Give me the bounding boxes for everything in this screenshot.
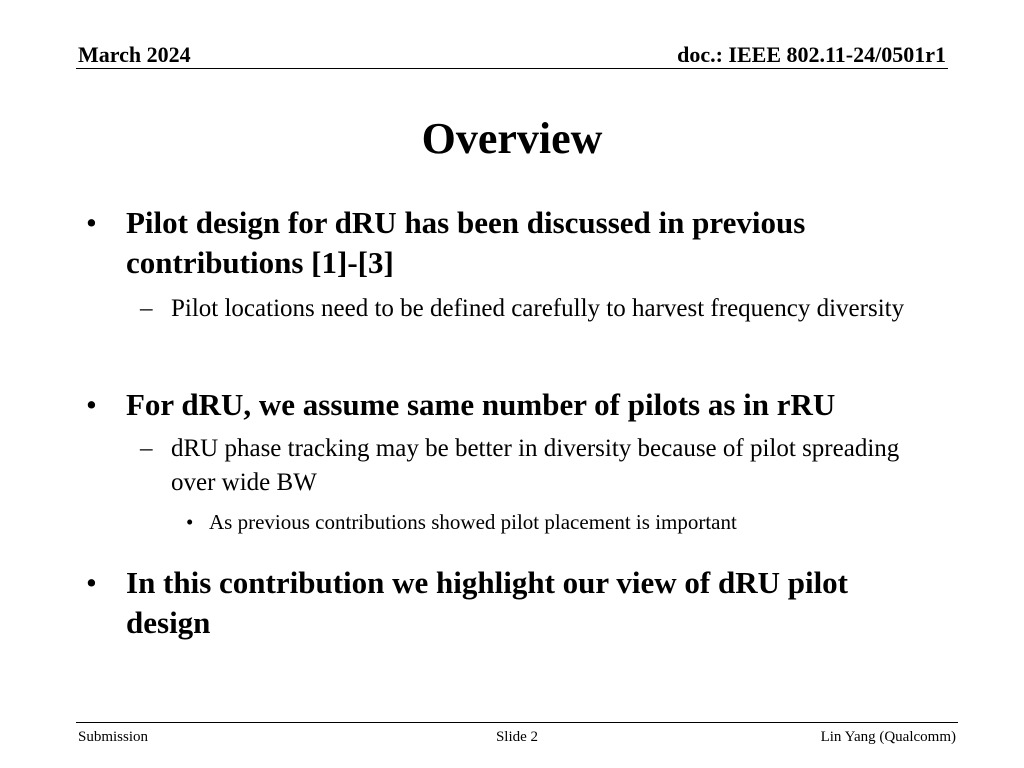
footer-author: Lin Yang (Qualcomm)	[820, 729, 956, 745]
footer-submission: Submission	[78, 729, 149, 745]
bullet-icon: •	[86, 387, 97, 422]
header-divider	[76, 68, 948, 69]
header-doc-number: doc.: IEEE 802.11-24/0501r1	[677, 42, 946, 67]
dash-bullet-icon: –	[140, 435, 153, 462]
sub-bullet-item: Pilot locations need to be defined carefully to harvest frequency diversity	[171, 295, 905, 322]
bullet-item: Pilot design for dRU has been discussed in previous contributions [1]-[3]	[126, 205, 806, 280]
header-date: March 2024	[78, 42, 191, 67]
bullet-icon: •	[186, 510, 194, 534]
footer-slide-number: Slide 2	[495, 729, 539, 745]
slide-title: Overview	[421, 114, 603, 163]
sub-bullet-item: dRU phase tracking may be better in diversity because of pilot spreading over wide BW	[171, 435, 900, 496]
bullet-item: For dRU, we assume same number of pilots as in rRU	[126, 387, 836, 422]
dash-bullet-icon: –	[140, 295, 153, 322]
bullet-item: In this contribution we highlight our view of dRU pilot design	[126, 565, 849, 640]
sub-sub-bullet-item: As previous contributions showed pilot placement is important	[209, 510, 737, 534]
bullet-icon: •	[86, 205, 97, 240]
bullet-icon: •	[86, 565, 97, 600]
footer-divider	[76, 722, 958, 723]
